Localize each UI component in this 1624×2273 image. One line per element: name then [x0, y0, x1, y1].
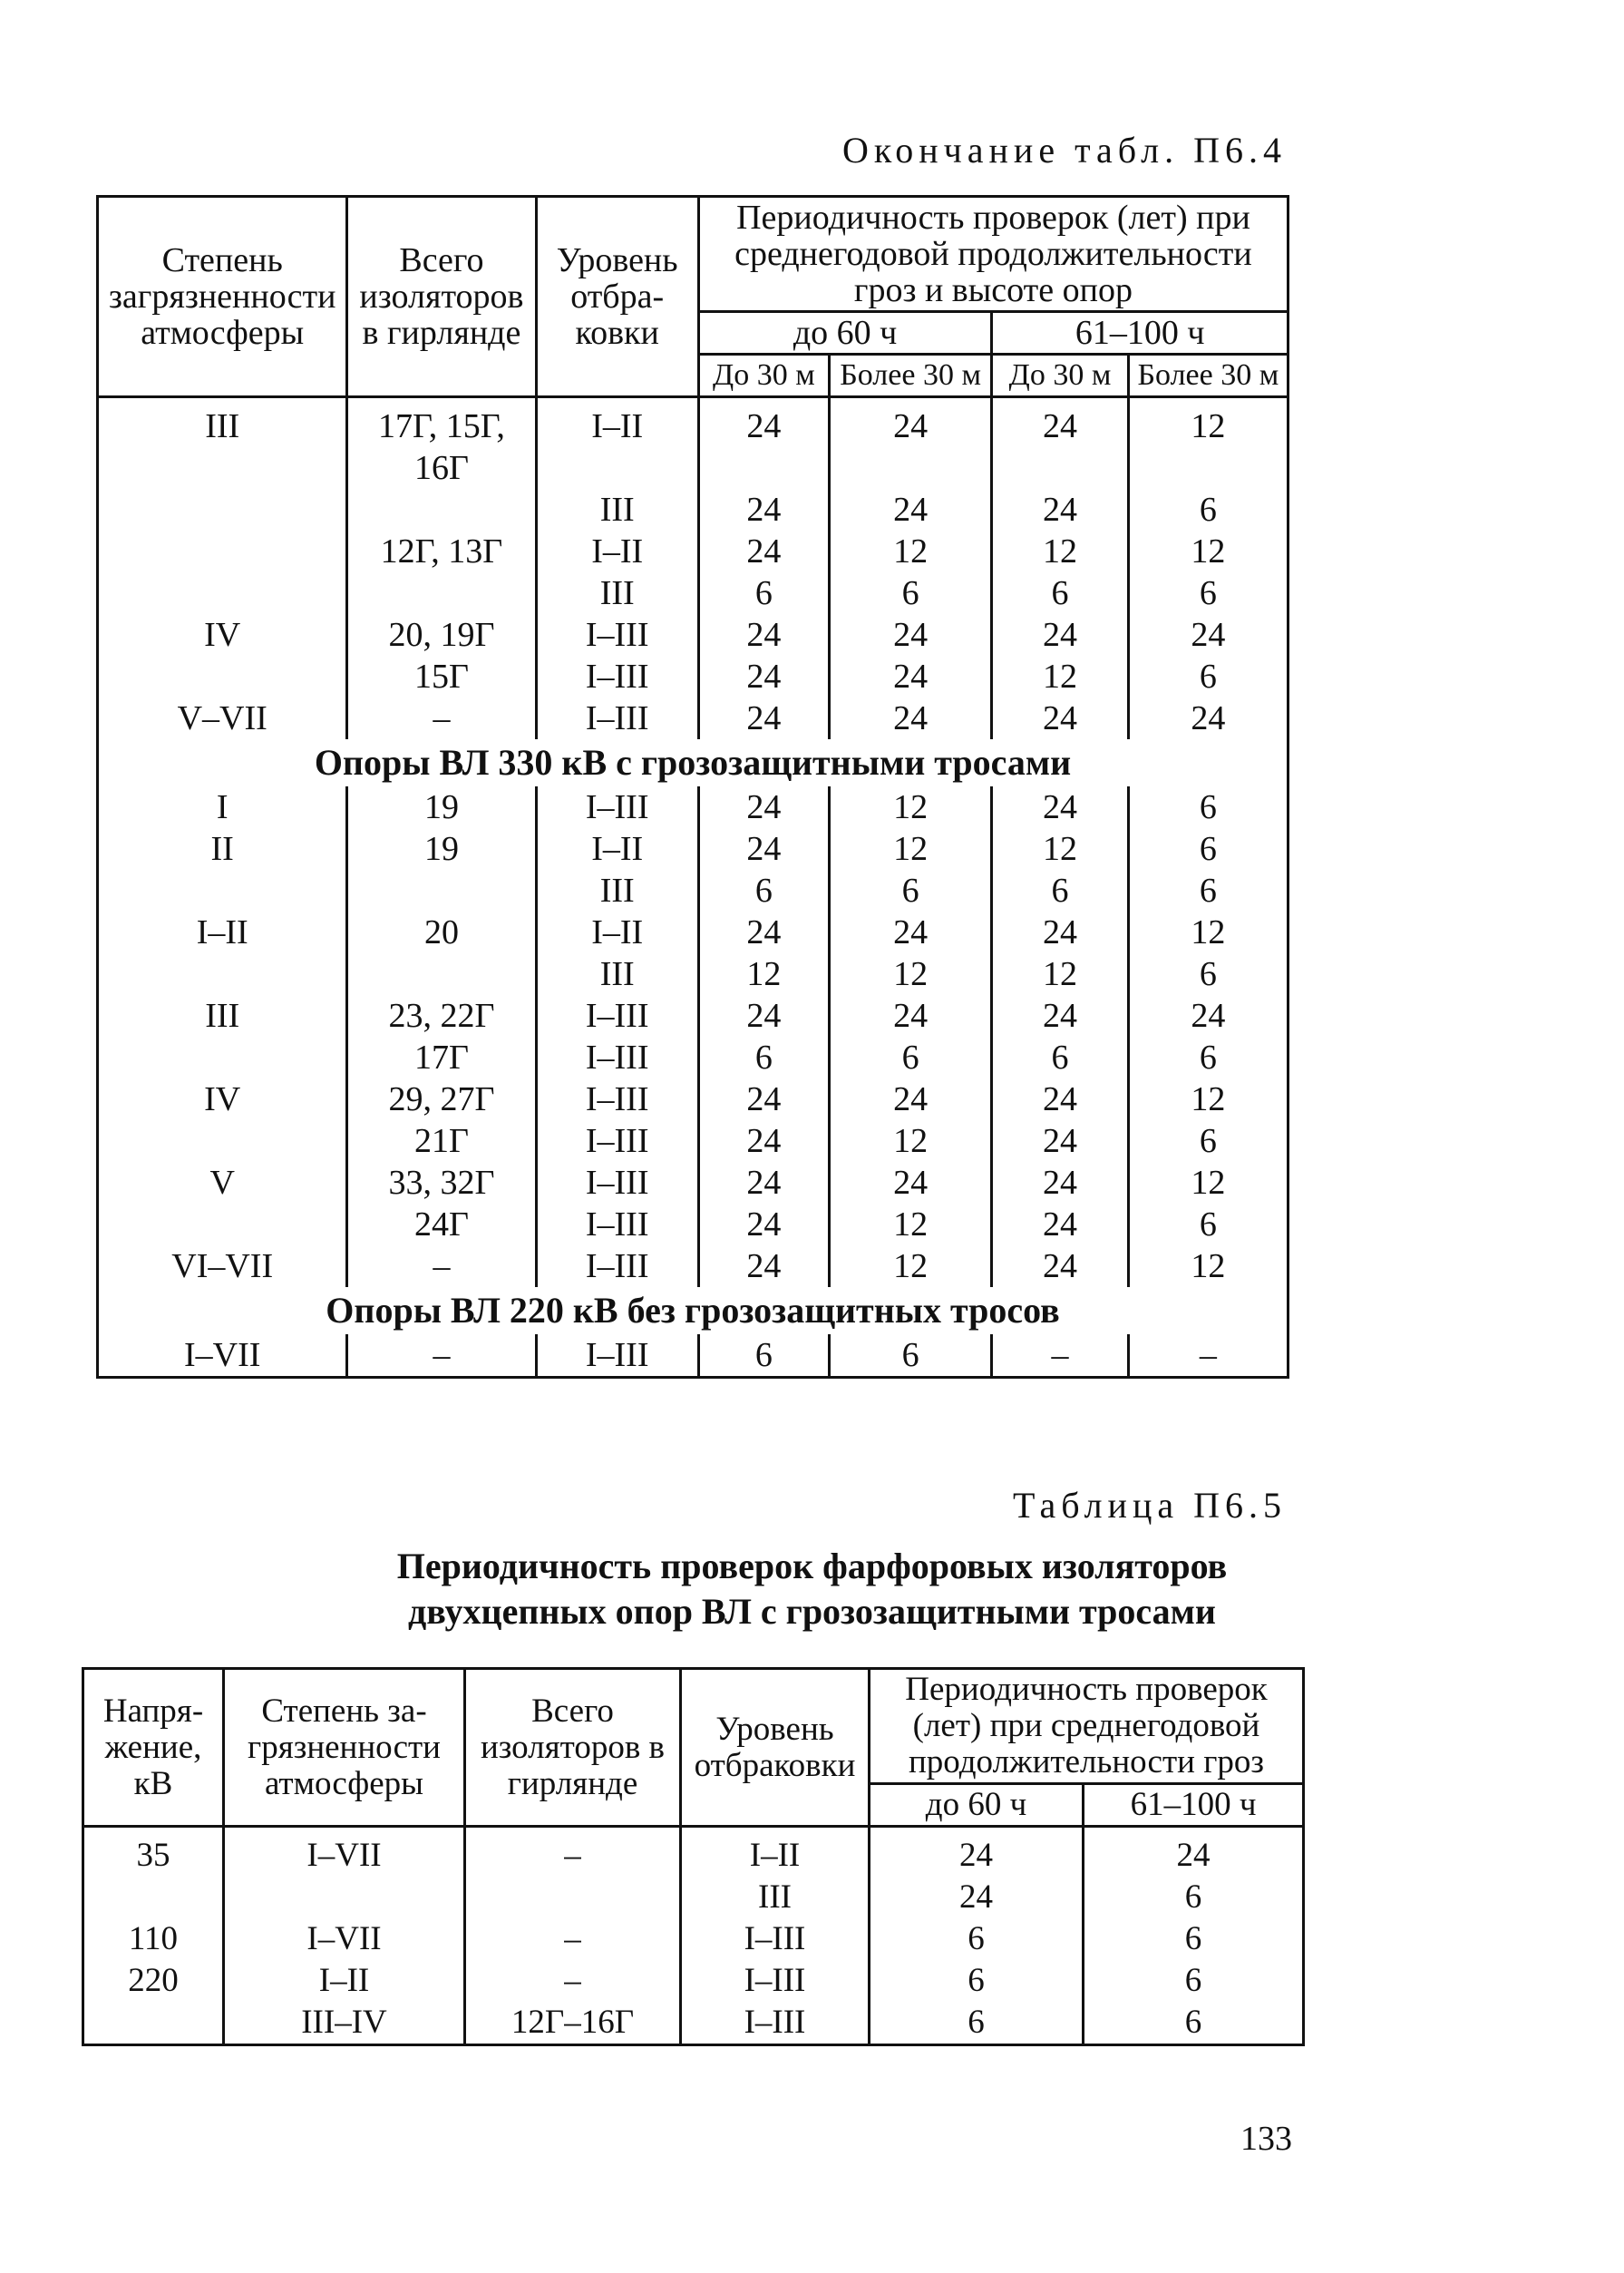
table-cell: III	[536, 870, 698, 912]
table-row	[98, 828, 1289, 870]
table-cell: 6	[992, 870, 1129, 912]
table-row	[98, 614, 1289, 656]
table-row	[98, 1245, 1289, 1287]
table-row	[98, 489, 1289, 531]
table-cell: –	[465, 1918, 681, 1960]
table-cell: 12Г, 13Г	[347, 531, 536, 572]
table-cell: 6	[829, 572, 991, 614]
table-cell: 6	[870, 1918, 1084, 1960]
table-cell: I–III	[536, 1245, 698, 1287]
table-cell: III–IV	[224, 2002, 465, 2045]
table-cell: 12	[829, 828, 991, 870]
table-cell: 6	[1128, 1037, 1288, 1078]
table-cell: 24	[829, 995, 991, 1037]
table-cell: 12	[1128, 1162, 1288, 1204]
table-cell: 6	[1128, 786, 1288, 828]
table-cell: –	[1128, 1334, 1288, 1378]
table-cell: I–III	[536, 614, 698, 656]
table-cell: 24	[992, 995, 1129, 1037]
table-cell: 19	[347, 828, 536, 870]
table-cell: 24	[992, 614, 1129, 656]
table-cell: 6	[1128, 828, 1288, 870]
table-row	[83, 1918, 1304, 1960]
table1-caption: Окончание табл. П6.4	[841, 130, 1287, 171]
table-row	[98, 1078, 1289, 1120]
table-cell: 12	[829, 1204, 991, 1245]
table-cell: 24	[992, 698, 1129, 739]
table-cell: 12	[1128, 1078, 1288, 1120]
table-cell: I–II	[536, 531, 698, 572]
table-cell: 6	[1128, 1120, 1288, 1162]
table-cell: 6	[992, 1037, 1129, 1078]
table-cell	[98, 1037, 347, 1078]
table-cell	[224, 1877, 465, 1918]
header-h2: Более 30 м	[829, 355, 991, 397]
table-cell: I–III	[536, 1037, 698, 1078]
page-number: 133	[1240, 2120, 1292, 2158]
table-cell: III	[681, 1877, 870, 1918]
table-cell: 24	[1128, 995, 1288, 1037]
table-cell: I–VII	[224, 1918, 465, 1960]
table-cell: 12	[829, 1120, 991, 1162]
table-cell: 24	[1084, 1827, 1304, 1878]
table-cell: 24	[829, 489, 991, 531]
table-cell: I–VII	[98, 1334, 347, 1378]
header-h3: До 30 м	[992, 355, 1129, 397]
table-cell: 17Г	[347, 1037, 536, 1078]
table-cell: 6	[698, 1037, 829, 1078]
table-row	[98, 656, 1289, 698]
table2-title-line1: Периодичность проверок фарфоровых изоляторов	[396, 1546, 1228, 1586]
table-cell: 29, 27Г	[347, 1078, 536, 1120]
table-cell	[347, 572, 536, 614]
table-cell: III	[98, 397, 347, 490]
table1-body	[98, 397, 1289, 1378]
table-cell: 24	[698, 912, 829, 953]
table-cell: 6	[1128, 572, 1288, 614]
table-cell: 24	[992, 397, 1129, 490]
table-cell: 12	[829, 531, 991, 572]
table-cell	[98, 531, 347, 572]
table-row	[98, 1162, 1289, 1204]
table-cell: IV	[98, 1078, 347, 1120]
header-periodicity: Периодичность проверок (лет) при среднегодовой продолжительности гроз и высоте опор	[698, 197, 1288, 312]
table-cell: –	[465, 1827, 681, 1878]
table-cell: III	[536, 489, 698, 531]
table-cell: 6	[1128, 953, 1288, 995]
table-cell: 24	[698, 828, 829, 870]
table-row	[98, 1334, 1289, 1378]
table-cell: 24	[698, 1204, 829, 1245]
table-cell	[465, 1877, 681, 1918]
table-cell	[347, 953, 536, 995]
table-cell: I–III	[536, 1120, 698, 1162]
table-cell: 6	[1084, 1960, 1304, 2002]
table-cell	[98, 572, 347, 614]
table2-body	[83, 1827, 1304, 2045]
table-cell: 24	[992, 1078, 1129, 1120]
table-cell: –	[347, 1245, 536, 1287]
table-cell: I–II	[681, 1827, 870, 1878]
table2-title-line2: двухцепных опор ВЛ с грозозащитными тросами	[408, 1591, 1216, 1632]
table-cell: VI–VII	[98, 1245, 347, 1287]
table-cell: I–III	[536, 1078, 698, 1120]
table-cell: 6	[870, 1960, 1084, 2002]
header-61-100h: 61–100 ч	[1084, 1784, 1304, 1827]
table-row	[98, 953, 1289, 995]
table-cell: 24	[698, 698, 829, 739]
table-cell: I–II	[536, 912, 698, 953]
table-cell: III	[98, 995, 347, 1037]
table-cell: 6	[829, 1037, 991, 1078]
table-cell: I–III	[536, 1334, 698, 1378]
table-row	[98, 1037, 1289, 1078]
table-cell: 24	[992, 912, 1129, 953]
table-cell: 24	[829, 912, 991, 953]
table-cell: 24	[698, 1245, 829, 1287]
header-h4: Более 30 м	[1128, 355, 1288, 397]
table-cell: 6	[1084, 1918, 1304, 1960]
table-row	[98, 1204, 1289, 1245]
table-cell: 15Г	[347, 656, 536, 698]
table-cell: 12Г–16Г	[465, 2002, 681, 2045]
table-cell: –	[347, 698, 536, 739]
table-cell: 21Г	[347, 1120, 536, 1162]
table-cell: I–II	[98, 912, 347, 953]
header-total-insulators: Всего изоляторов в гирлянде	[347, 197, 536, 397]
table-row	[98, 698, 1289, 739]
table-cell: 24	[992, 1204, 1129, 1245]
table-cell: III	[536, 953, 698, 995]
table-cell: 33, 32Г	[347, 1162, 536, 1204]
table-cell	[98, 489, 347, 531]
table-cell: 12	[992, 953, 1129, 995]
table-cell: 24	[698, 397, 829, 490]
table-cell: I–III	[536, 698, 698, 739]
header-up-to-60h: до 60 ч	[698, 312, 991, 355]
table-row	[98, 572, 1289, 614]
table-cell: 24	[992, 1162, 1129, 1204]
table-cell: 110	[83, 1918, 224, 1960]
table-row	[98, 397, 1289, 490]
section-title: Опоры ВЛ 220 кВ без грозозащитных тросов	[98, 1287, 1289, 1334]
table-cell	[347, 870, 536, 912]
header-periodicity: Периодичность проверок (лет) при среднегодовой продолжительности гроз	[870, 1669, 1304, 1784]
table-cell: 24	[829, 1078, 991, 1120]
table-cell: 6	[698, 870, 829, 912]
table-cell: 24	[829, 397, 991, 490]
table-cell	[98, 953, 347, 995]
table-cell: –	[992, 1334, 1129, 1378]
table-cell: 23, 22Г	[347, 995, 536, 1037]
table-cell	[83, 1877, 224, 1918]
table-row	[98, 870, 1289, 912]
table-cell	[98, 656, 347, 698]
table-cell: 12	[829, 786, 991, 828]
table-cell: 24	[698, 995, 829, 1037]
table-cell: I–VII	[224, 1827, 465, 1878]
header-total-insulators: Всего изоляторов в гирлянде	[465, 1669, 681, 1827]
table-cell: 12	[829, 953, 991, 995]
table-cell: III	[536, 572, 698, 614]
table-cell: 6	[1084, 2002, 1304, 2045]
table-cell: 6	[698, 1334, 829, 1378]
table-cell: 24	[829, 698, 991, 739]
table-cell: 24	[829, 656, 991, 698]
table-cell: 6	[992, 572, 1129, 614]
table-cell: I–III	[536, 656, 698, 698]
table-cell: I–II	[224, 1960, 465, 2002]
table-cell: 17Г, 15Г, 16Г	[347, 397, 536, 490]
table-cell	[98, 1204, 347, 1245]
table-cell: I–III	[536, 1204, 698, 1245]
header-up-to-60h: до 60 ч	[870, 1784, 1084, 1827]
table-cell: 24	[829, 614, 991, 656]
table-cell: 24Г	[347, 1204, 536, 1245]
table-cell: 12	[992, 531, 1129, 572]
table-cell: I–III	[681, 1918, 870, 1960]
header-61-100h: 61–100 ч	[992, 312, 1289, 355]
table-cell: 12	[829, 1245, 991, 1287]
table-cell: –	[347, 1334, 536, 1378]
table-row	[98, 531, 1289, 572]
table2-caption: Таблица П6.5	[1013, 1485, 1287, 1526]
table-cell: 12	[992, 828, 1129, 870]
table-cell: 6	[1084, 1877, 1304, 1918]
table-cell: 24	[992, 1120, 1129, 1162]
table-cell: I	[98, 786, 347, 828]
table2-title	[0, 1544, 1624, 1634]
table-cell: I–III	[681, 2002, 870, 2045]
table-cell: 35	[83, 1827, 224, 1878]
table-cell	[98, 870, 347, 912]
header-voltage: Напря-жение, кВ	[83, 1669, 224, 1827]
table-row	[98, 995, 1289, 1037]
table-row	[98, 786, 1289, 828]
table-cell: 24	[698, 614, 829, 656]
table-cell: 24	[698, 1078, 829, 1120]
table-cell: 12	[1128, 531, 1288, 572]
table-cell: 24	[870, 1877, 1084, 1918]
table-cell: I–III	[681, 1960, 870, 2002]
table-cell: 6	[1128, 656, 1288, 698]
table-cell: 6	[1128, 1204, 1288, 1245]
table-cell: 6	[829, 1334, 991, 1378]
table-cell: II	[98, 828, 347, 870]
table-cell: 220	[83, 1960, 224, 2002]
table-cell: 24	[829, 1162, 991, 1204]
table-p6-4	[96, 195, 1289, 1379]
table-cell: 6	[829, 870, 991, 912]
table-cell: 20	[347, 912, 536, 953]
table-cell: 6	[1128, 489, 1288, 531]
header-h1: До 30 м	[698, 355, 829, 397]
section-row	[98, 1287, 1289, 1334]
table-cell: 24	[698, 786, 829, 828]
table-cell: 19	[347, 786, 536, 828]
table-cell	[83, 2002, 224, 2045]
table-row	[83, 1877, 1304, 1918]
table-row	[83, 2002, 1304, 2045]
table-cell: 12	[992, 656, 1129, 698]
table-cell: 24	[992, 1245, 1129, 1287]
table-p6-5	[82, 1667, 1305, 2046]
table-cell: V	[98, 1162, 347, 1204]
table-cell: 24	[698, 489, 829, 531]
table-cell: 24	[698, 1162, 829, 1204]
table-cell: 12	[1128, 397, 1288, 490]
table-cell: 24	[992, 786, 1129, 828]
table-cell: I–III	[536, 995, 698, 1037]
table-cell: 24	[1128, 614, 1288, 656]
table-cell: 6	[1128, 870, 1288, 912]
table-cell: –	[465, 1960, 681, 2002]
section-title: Опоры ВЛ 330 кВ с грозозащитными тросами	[98, 739, 1289, 786]
table-cell: 20, 19Г	[347, 614, 536, 656]
header-pollution: Степень загрязненности атмосферы	[98, 197, 347, 397]
table-cell: 12	[1128, 912, 1288, 953]
table-row	[83, 1960, 1304, 2002]
table-row	[98, 1120, 1289, 1162]
table-cell: I–II	[536, 397, 698, 490]
table-cell: 12	[1128, 1245, 1288, 1287]
table-cell: 24	[698, 1120, 829, 1162]
table-cell: 24	[698, 656, 829, 698]
table-cell: 24	[870, 1827, 1084, 1878]
table-cell: V–VII	[98, 698, 347, 739]
table-cell: IV	[98, 614, 347, 656]
table-cell	[347, 489, 536, 531]
table-cell: 24	[1128, 698, 1288, 739]
table-cell: I–III	[536, 1162, 698, 1204]
section-row	[98, 739, 1289, 786]
table-cell: 24	[698, 531, 829, 572]
table-cell: 6	[870, 2002, 1084, 2045]
table-cell: I–II	[536, 828, 698, 870]
table-cell: I–III	[536, 786, 698, 828]
table-cell	[98, 1120, 347, 1162]
header-pollution: Степень за-грязненности атмосферы	[224, 1669, 465, 1827]
table-cell: 12	[698, 953, 829, 995]
table-row	[98, 912, 1289, 953]
table-row	[83, 1827, 1304, 1878]
table-cell: 24	[992, 489, 1129, 531]
header-reject-level: Уровень отбраковки	[681, 1669, 870, 1827]
header-reject-level: Уровень отбра-ковки	[536, 197, 698, 397]
table-cell: 6	[698, 572, 829, 614]
